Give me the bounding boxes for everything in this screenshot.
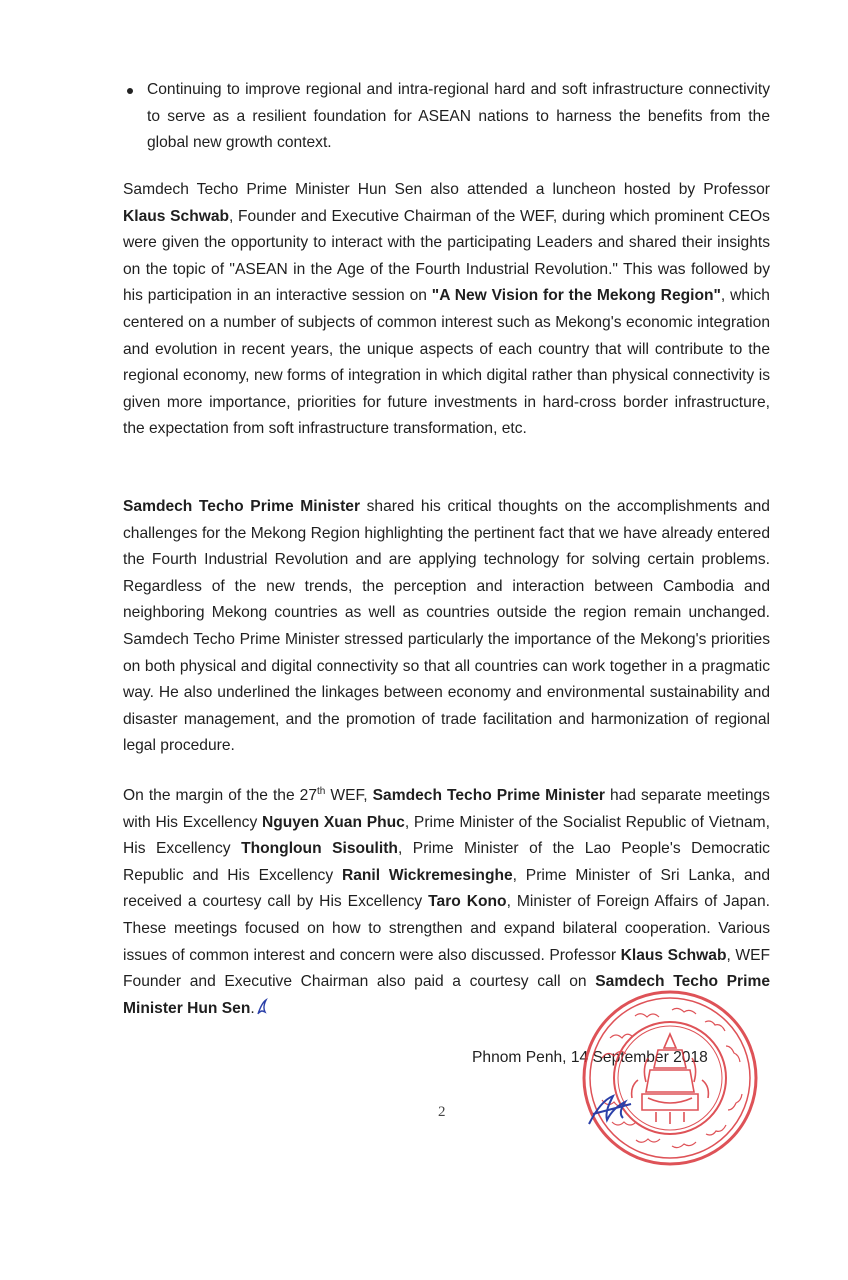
text-run: , Minister of Foreign Affairs of Japan. These meetings focused on how to strengthen and expand bilateral cooperation. Various issues of common interest and concern were also discussed. Professor <box>123 893 770 964</box>
text-run: had separate meetings with His Excellency <box>123 787 770 831</box>
place-date: Phnom Penh, 14 September 2018 <box>472 1049 708 1066</box>
signature-icon <box>585 1090 635 1130</box>
bold-name: Klaus Schwab <box>123 207 230 225</box>
ordinal-suffix: th <box>317 785 326 797</box>
text-run: , Prime Minister of the Lao People's Democratic Republic and His Excellency <box>123 840 770 884</box>
text-run: , Prime Minister of Sri Lanka, and received a courtesy call by His Excellency <box>123 866 770 911</box>
bold-name: Klaus Schwab <box>620 946 727 964</box>
page-number: 2 <box>438 1104 446 1120</box>
bold-name: Thongloun Sisoulith <box>241 840 398 858</box>
bold-name: Ranil Wickremesinghe <box>341 866 513 884</box>
bullet-point-icon <box>127 88 133 94</box>
text-run: , Prime Minister of the Socialist Republic of Vietnam, His Excellency <box>123 813 770 858</box>
bold-session-title: "A New Vision for the Mekong Region" <box>431 287 721 305</box>
bullet-item <box>147 77 770 157</box>
bold-name: Samdech Techo Prime Minister <box>372 787 605 804</box>
text-run: , WEF Founder and Executive Chairman also paid a courtesy call on <box>123 946 770 991</box>
paragraph-meetings <box>123 783 770 1022</box>
bold-name: Samdech Techo Prime Minister Hun Sen <box>123 973 770 1017</box>
text-run: , which centered on a number of subjects of common interest such as Mekong's economic integration and evolution in recent years, the unique aspects of each country that will contribute to the regional economy, new forms of integration in which digital rather than physical connectivity is given more importance, priorities for future investments in hard-cross border infrastructure, the expectation from soft infrastructure transformation, etc. <box>123 287 770 438</box>
text-run: On the margin of the the 27 <box>123 787 317 804</box>
official-seal-icon <box>580 988 760 1168</box>
paragraph-thoughts <box>123 494 770 760</box>
bold-name: Taro Kono <box>428 893 507 911</box>
text-run: . <box>250 999 255 1017</box>
bold-name: Samdech Techo Prime Minister <box>123 498 361 515</box>
bullet-text: Continuing to improve regional and intra-regional hard and soft infrastructure connectivity to serve as a resilient foundation for ASEAN nations to harness the benefits from the global new growth context. <box>147 81 770 152</box>
paragraph-luncheon <box>123 177 770 443</box>
text-run: , Founder and Executive Chairman of the WEF, during which prominent CEOs were given the opportunity to interact with the participating Leaders and shared their insights on the topic of "ASEAN in the Age of the Fourth Industrial Revolution." This was followed by his participation in an interactive session on <box>123 207 770 305</box>
text-run: shared his critical thoughts on the accomplishments and challenges for the Mekong Region highlighting the pertinent fact that we have already entered the Fourth Industrial Revolution and are applying technology for solving certain problems. Regardless of the new trends, the perception and interaction between Cambodia and neighboring Mekong countries as well as countries outside the region remain unchanged. Samdech Techo Prime Minister stressed particularly the importance of the Mekong's priorities on both physical and digital connectivity so that all countries can work together in a pragmatic way. He also underlined the linkages between economy and environmental sustainability and disaster management, and the promotion of trade facilitation and harmonization of regional legal procedure. <box>123 498 770 755</box>
text-run: Samdech Techo Prime Minister Hun Sen also attended a luncheon hosted by Professor <box>123 181 770 198</box>
initial-mark-icon <box>255 998 269 1016</box>
bold-name: Nguyen Xuan Phuc <box>261 813 405 831</box>
text-run: WEF, <box>325 787 373 804</box>
